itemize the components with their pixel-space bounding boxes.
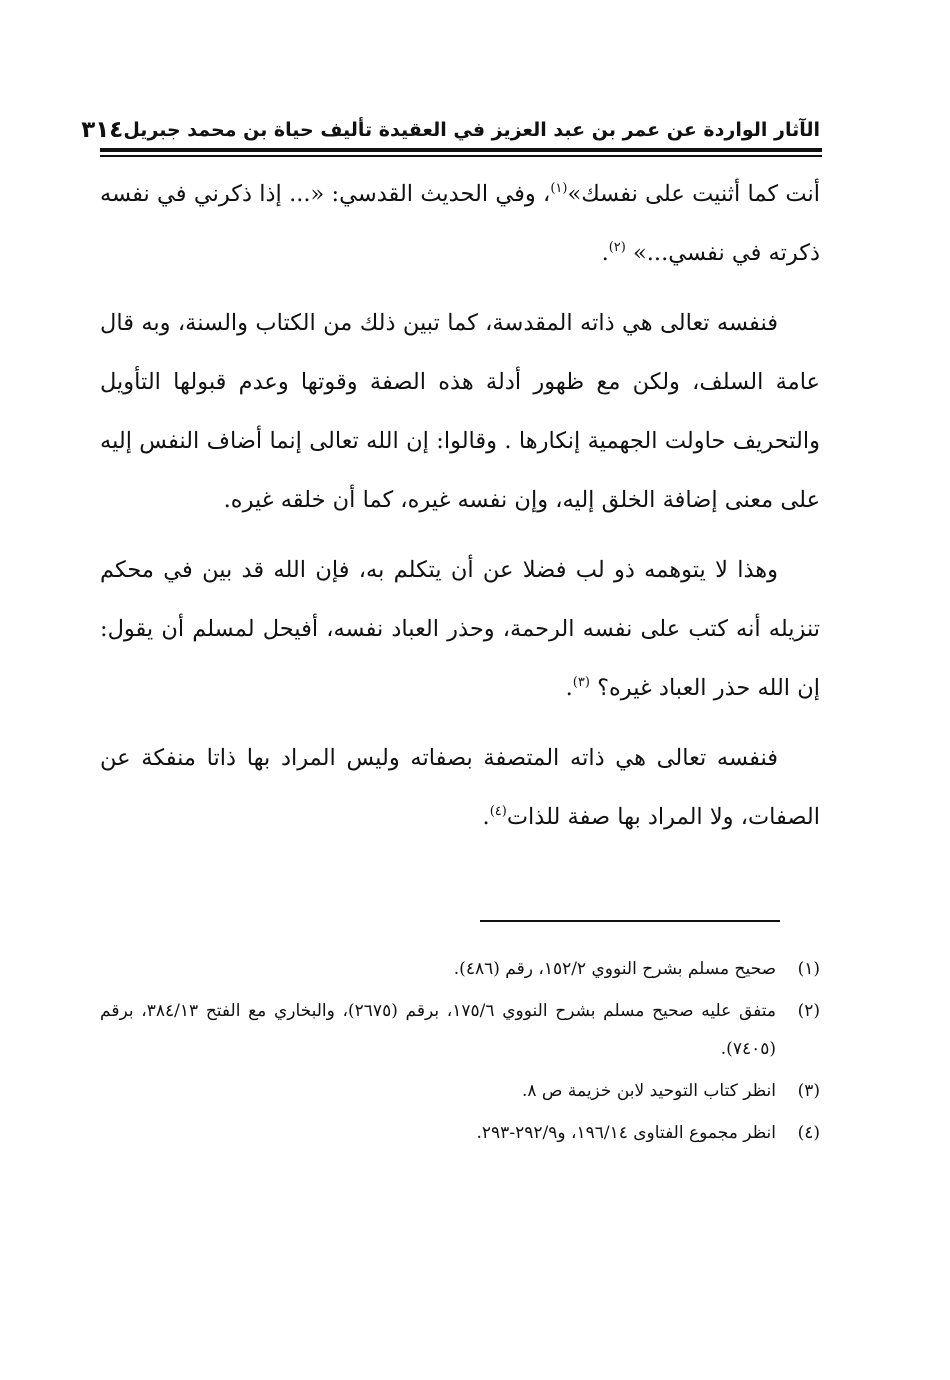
paragraph-3-text-a: وهذا لا يتوهمه ذو لب فضلا عن أن يتكلم به، فإن الله قد بين في محكم تنزيله أنه كتب على نفسه الرحمة، وحذر العباد نفسه، أفيحل لمسلم أن يقول: إن الله حذر العباد غيره؟	[100, 557, 820, 701]
footnote-text: انظر مجموع الفتاوى ١٩٦/١٤، و٢٩٢/٩-٢٩٣.	[476, 1123, 776, 1143]
footnote-item	[100, 1072, 820, 1110]
footnote-number: (٣)	[797, 1081, 820, 1101]
footnote-text: صحيح مسلم بشرح النووي ١٥٢/٢، رقم (٤٨٦).	[453, 959, 776, 979]
footnote-item	[100, 1114, 820, 1152]
paragraph-1-text-a: أنت كما أثنيت على نفسك»	[567, 181, 820, 207]
footnote-ref-3[interactable]: (٣)	[572, 675, 590, 690]
footnote-ref-4[interactable]: (٤)	[489, 804, 507, 819]
paragraph-1	[100, 165, 820, 283]
paragraph-3	[100, 541, 820, 718]
footnotes	[100, 950, 820, 1156]
footnote-ref-2[interactable]: (٢)	[608, 240, 626, 255]
footnote-number: (٤)	[797, 1123, 820, 1143]
paragraph-1-text-b: ، وفي الحديث القدسي: «... إذا ذكرني في نفسه ذكرته في نفسي...»	[100, 181, 820, 266]
footnote-text: انظر كتاب التوحيد لابن خزيمة ص ٨.	[521, 1081, 776, 1101]
page-number: ٣١٤	[81, 117, 124, 143]
paragraph-4	[100, 729, 820, 847]
footnote-separator	[480, 920, 780, 922]
paragraph-1-text-c: .	[601, 240, 609, 266]
paragraph-3-text-b: .	[565, 675, 573, 701]
paragraph-2: فنفسه تعالى هي ذاته المقدسة، كما تبين ذلك من الكتاب والسنة، وبه قال عامة السلف، ولكن مع ظهور أدلة هذه الصفة وقوتها وعدم قبولها التأويل والتحريف حاولت الجهمية إنكارها . وقالوا: إن الله تعالى إنما أضاف النفس إليه على معنى إضافة الخلق إليه، وإن نفسه غيره، كما أن خلقه غيره.	[100, 310, 820, 513]
header-rule-thin	[100, 155, 822, 157]
paragraph-4-text-a: فنفسه تعالى هي ذاته المتصفة بصفاته وليس المراد بها ذاتا منفكة عن الصفات، ولا المراد بها صفة للذات	[100, 745, 820, 830]
paragraph-4-text-b: .	[482, 804, 490, 830]
footnote-number: (١)	[797, 959, 820, 979]
running-header	[81, 112, 820, 148]
header-rule-thick	[100, 148, 822, 152]
footnote-item	[100, 992, 820, 1068]
footnote-ref-1[interactable]: (١)	[550, 181, 568, 196]
main-text	[100, 165, 820, 858]
footnote-number: (٢)	[797, 1001, 820, 1021]
footnote-item	[100, 950, 820, 988]
footnote-text: متفق عليه صحيح مسلم بشرح النووي ١٧٥/٦، برقم (٢٦٧٥)، والبخاري مع الفتح ٣٨٤/١٣، برقم (٧٤٠٥).	[100, 1001, 776, 1059]
header-title: الآثار الواردة عن عمر بن عبد العزيز في العقيدة تأليف حياة بن محمد جبريل	[123, 119, 820, 141]
